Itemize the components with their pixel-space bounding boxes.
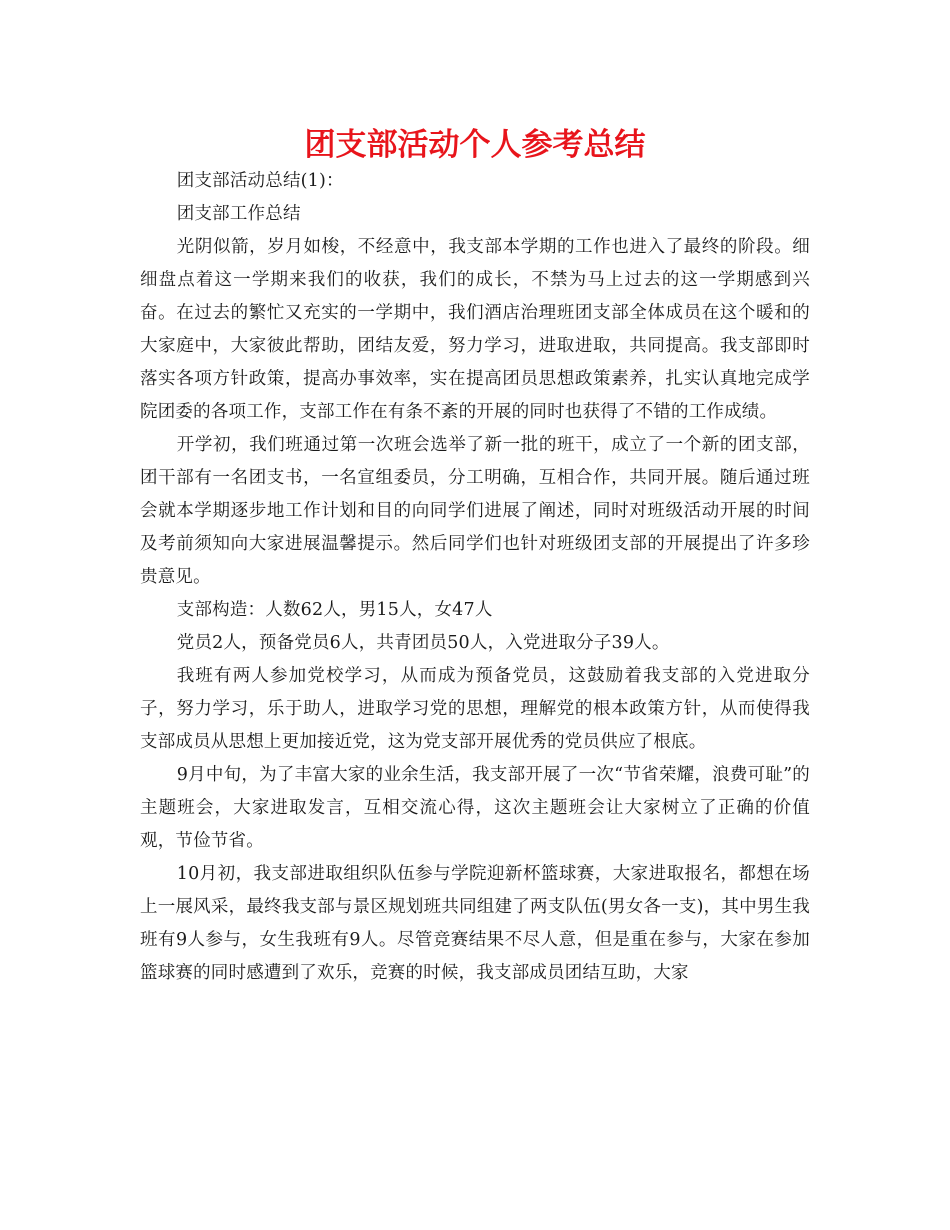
- paragraph-section-heading: 团支部活动总结(1)：: [176, 171, 344, 191]
- paragraph-party-school: 我班有两人参加党校学习，从而成为预备党员，这鼓励着我支部的入党进取分子，努力学习，乐于助人，进取学习党的思想，理解党的根本政策方针，从而使得我支部成员从思想上更加接近党，这为党支部开展优秀的党员供应了根底。: [140, 666, 810, 752]
- paragraph-member-counts: 党员2人，预备党员6人，共青团员50人，入党进取分子39人。: [176, 633, 670, 653]
- paragraph-september-meeting: 9月中旬，为了丰富大家的业余生活，我支部开展了一次“节省荣耀，浪费可耻”的主题班会，大家进取发言，互相交流心得，这次主题班会让大家树立了正确的价值观，节俭节省。: [140, 765, 810, 851]
- document-title: 团支部活动个人参考总结: [304, 127, 646, 163]
- paragraph-branch-structure: 支部构造：人数62人，男15人，女47人: [176, 600, 493, 620]
- paragraph-subheading: 团支部工作总结: [176, 204, 301, 224]
- paragraph-october-basketball: 10月初，我支部进取组织队伍参与学院迎新杯篮球赛，大家进取报名，都想在场上一展风采，最终我支部与景区规划班共同组建了两支队伍(男女各一支)，其中男生我班有9人参与，女生我班有9人。尽管竞赛结果不尽人意，但是重在参与，大家在参加篮球赛的同时感遭到了欢乐，竞赛的时候，我支部成员团结互助，大家: [140, 864, 810, 983]
- paragraph-intro: 光阴似箭，岁月如梭，不经意中，我支部本学期的工作也进入了最终的阶段。细细盘点着这一学期来我们的收获，我们的成长，不禁为马上过去的这一学期感到兴奋。在过去的繁忙又充实的一学期中，我们酒店治理班团支部全体成员在这个暖和的大家庭中，大家彼此帮助，团结友爱，努力学习，进取进取，共同提高。我支部即时落实各项方针政策，提高办事效率，实在提高团员思想政策素养，扎实认真地完成学院团委的各项工作，支部工作在有条不紊的开展的同时也获得了不错的工作成绩。: [140, 237, 810, 422]
- paragraph-semester-start: 开学初，我们班通过第一次班会选举了新一批的班干，成立了一个新的团支部，团干部有一名团支书，一名宣组委员，分工明确，互相合作，共同开展。随后通过班会就本学期逐步地工作计划和目的向同学们进展了阐述，同时对班级活动开展的时间及考前须知向大家进展温馨提示。然后同学们也针对班级团支部的开展提出了许多珍贵意见。: [140, 435, 810, 587]
- document-body: [140, 165, 810, 990]
